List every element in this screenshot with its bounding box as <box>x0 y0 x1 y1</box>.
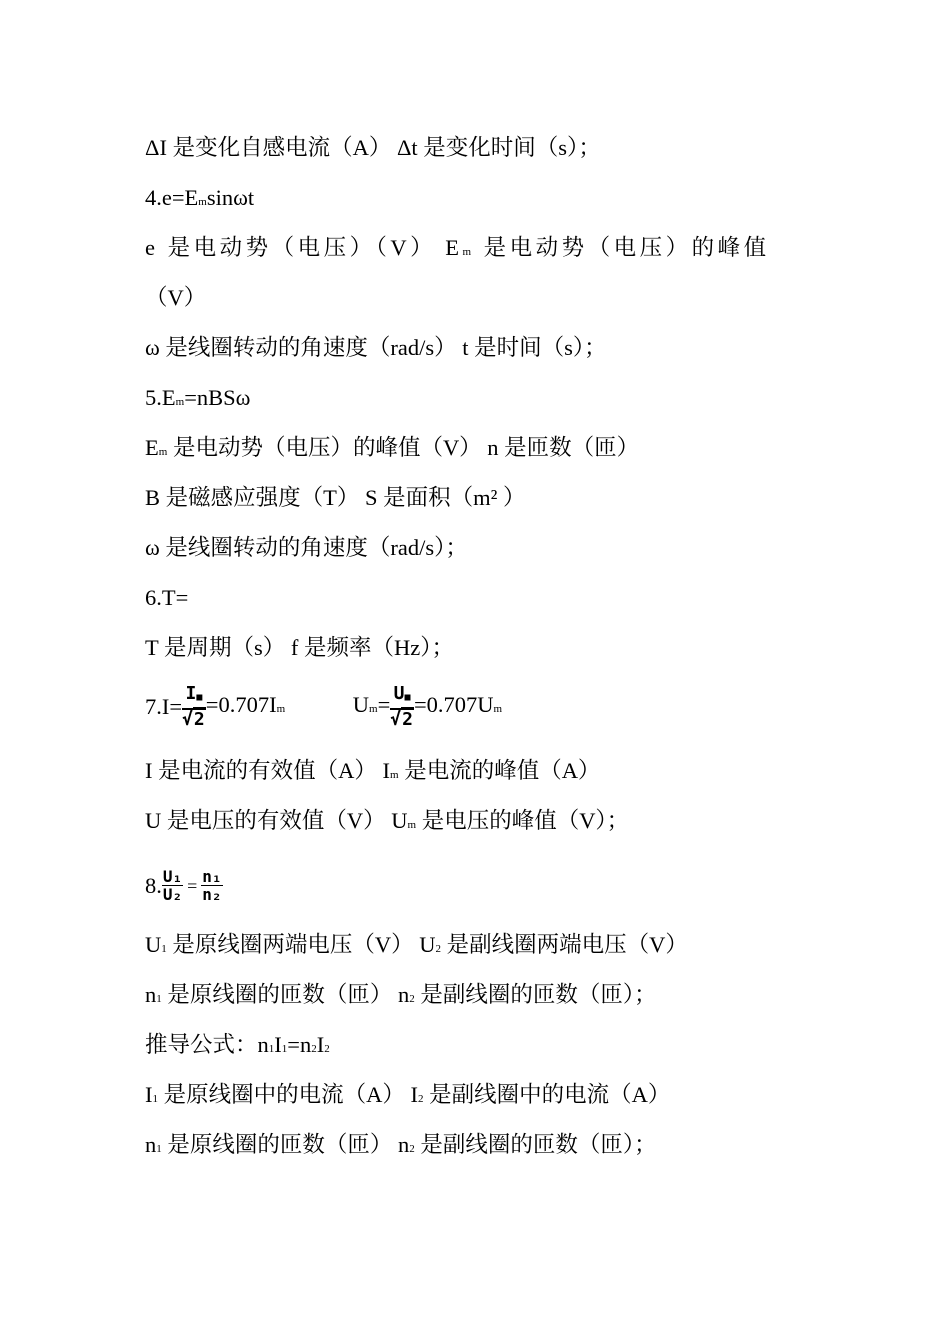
line-19: I1 是原线圈中的电流（A） I2 是副线圈中的电流（A） <box>145 1082 671 1107</box>
fraction-im-over-sqrt2: $\frac{I■}{√2}$ <box>182 683 205 730</box>
line-13: I 是电流的有效值（A） Im 是电流的峰值（A） <box>145 758 601 783</box>
line-5: ω 是线圈转动的角速度（rad/s） t 是时间（s）； <box>145 335 607 360</box>
fraction-u1-over-u2: $\frac{\text{U₁}}{\text{U₂}}$ <box>162 867 183 905</box>
line-18: 推导公式：n1I1=n2I2 <box>145 1032 330 1057</box>
formula-6: 6.T= <box>145 585 189 610</box>
line-4: （V） <box>145 285 207 310</box>
line-20: n1 是原线圈的匝数（匝） n2 是副线圈的匝数（匝）； <box>145 1132 657 1157</box>
line-11: T 是周期（s） f 是频率（Hz）； <box>145 635 454 660</box>
line-7: Em 是电动势（电压）的峰值（V） n 是匝数（匝） <box>145 435 640 460</box>
fraction-n1-over-n2: $\frac{\text{n₁}}{\text{n₂}}$ <box>202 867 222 905</box>
line-8: B 是磁感应强度（T） S 是面积（m² ） <box>145 485 526 510</box>
line-3: e 是电动势（电压）（V） Em 是电动势（电压）的峰值 <box>145 235 770 260</box>
formula-7: 7.I= $\frac{I■}{√2}$ =0.707Im Um= $\frac{U■}{√2}$ =0.707Um <box>145 683 503 730</box>
formula-4: 4.e=Emsinωt <box>145 185 255 210</box>
formula-5: 5.Em=nBSω <box>145 385 251 410</box>
line-16: U1 是原线圈两端电压（V） U2 是副线圈两端电压（V） <box>145 932 688 957</box>
fraction-um-over-sqrt2: $\frac{U■}{√2}$ <box>390 683 413 730</box>
formula-8: 8. $\frac{\text{U₁}}{\text{U₂}}$ = $\frac{\text{n₁}}{\text{n₂}}$ <box>145 867 222 905</box>
line-1: ΔI 是变化自感电流（A） Δt 是变化时间（s）； <box>145 135 601 160</box>
line-17: n1 是原线圈的匝数（匝） n2 是副线圈的匝数（匝）； <box>145 982 657 1007</box>
line-9: ω 是线圈转动的角速度（rad/s）； <box>145 535 468 560</box>
line-14: U 是电压的有效值（V） Um 是电压的峰值（V）； <box>145 808 630 833</box>
